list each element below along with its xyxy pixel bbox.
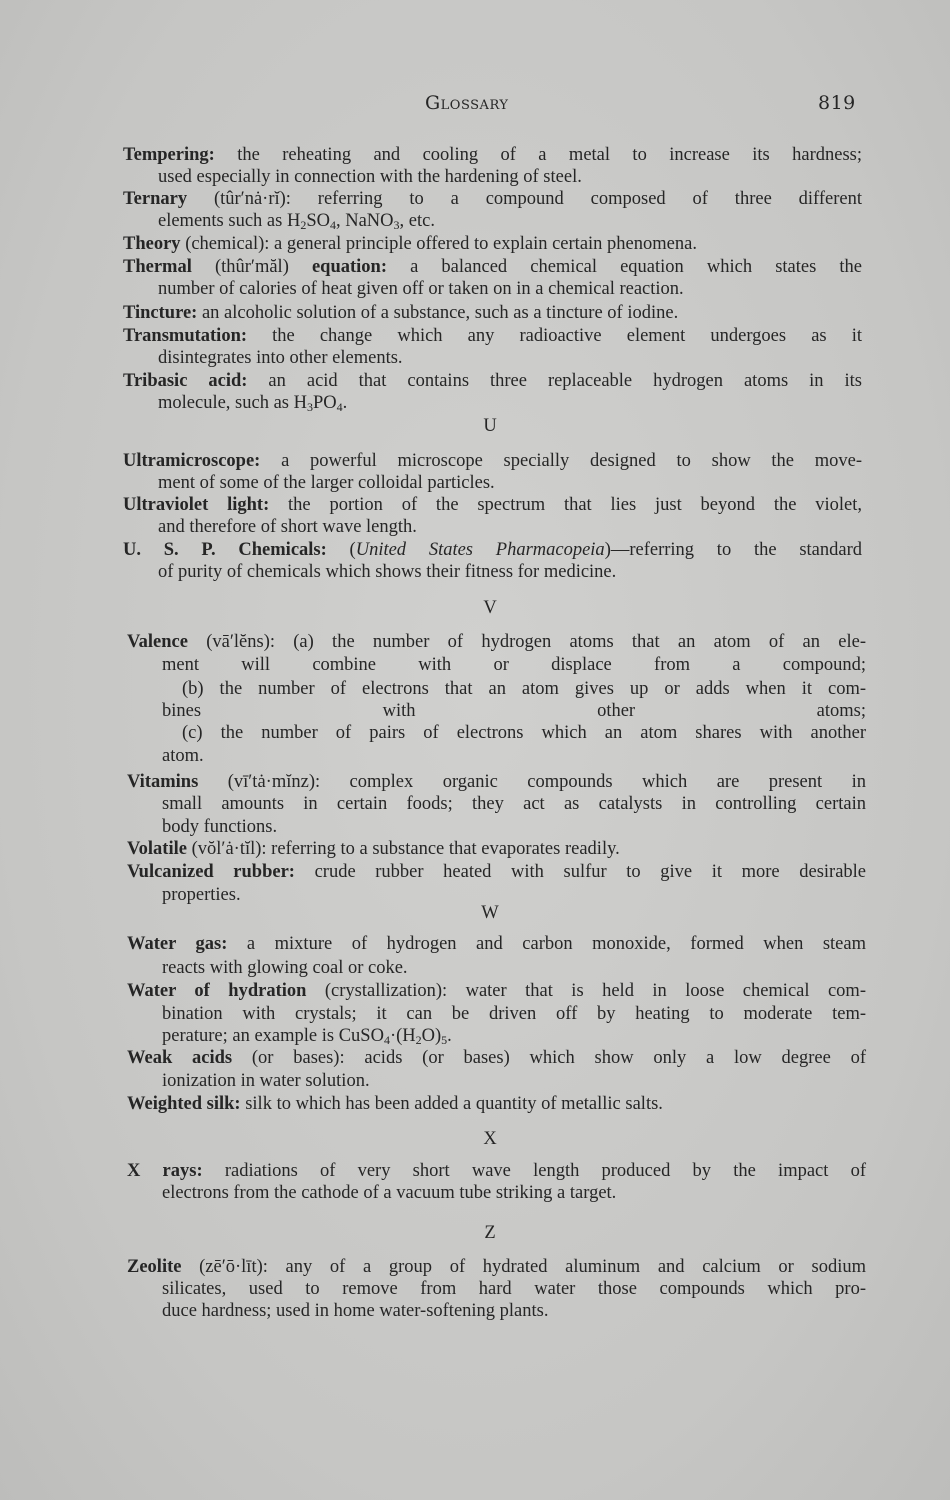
glossary-term: Tincture: — [123, 303, 198, 323]
glossary-term: Transmutation: — [123, 326, 248, 346]
glossary-term: Ternary — [123, 189, 188, 209]
glossary-entry-line: Ultramicroscope: a powerful microscope specially designed to show the move- — [123, 451, 862, 471]
glossary-term: Ultraviolet light: — [123, 495, 270, 515]
glossary-term: Valence — [127, 632, 188, 652]
glossary-term: Water of hydration — [127, 981, 307, 1001]
section-letter: U — [483, 416, 497, 436]
glossary-entry-continuation: molecule, such as $H_3PO_4$. — [158, 393, 348, 414]
page-number: 819 — [818, 92, 856, 114]
glossary-entry-continuation: body functions. — [162, 817, 278, 837]
italic-text: United States Pharmacopeia — [355, 540, 605, 560]
glossary-entry-continuation: properties. — [162, 885, 241, 905]
glossary-entry-line: Theory (chemical): a general principle offered to explain certain phenomena. — [123, 234, 697, 254]
glossary-entry-continuation: (b) the number of electrons that an atom gives up or adds when it com- — [182, 679, 866, 699]
glossary-entry-continuation: elements such as $H_2SO_4$, NaNO$_3$, etc. — [158, 211, 435, 232]
glossary-entry-line: Thermal (thûr′măl) equation: a balanced chemical equation which states the — [123, 257, 862, 277]
glossary-term: Thermal — [123, 257, 192, 277]
section-letter: X — [483, 1129, 497, 1149]
glossary-entry-continuation: used especially in connection with the hardening of steel. — [158, 167, 582, 187]
glossary-entry-continuation: number of calories of heat given off or taken on in a chemical reaction. — [158, 279, 684, 299]
glossary-entry-continuation: of purity of chemicals which shows their fitness for medicine. — [158, 562, 617, 582]
glossary-term: Vitamins — [127, 772, 199, 792]
glossary-entry-continuation: electrons from the cathode of a vacuum tube striking a target. — [162, 1183, 617, 1203]
glossary-entry-line: Valence (vā′lĕns): (a) the number of hydrogen atoms that an atom of an ele- — [127, 632, 866, 652]
glossary-term: Water gas: — [127, 934, 228, 954]
glossary-term: U. S. P. Chemicals: — [123, 540, 327, 560]
glossary-term: Weighted silk: — [127, 1094, 241, 1114]
glossary-entry-line: Water gas: a mixture of hydrogen and carbon monoxide, formed when steam — [127, 934, 866, 954]
glossary-entry-line: Vitamins (vī′tȧ·mĭnz): complex organic compounds which are present in — [127, 772, 866, 792]
glossary-entry-continuation: ment will combine with or displace from a compound; — [162, 655, 866, 675]
glossary-entry-line: U. S. P. Chemicals: (United States Pharmacopeia)—referring to the standard — [123, 540, 862, 560]
glossary-entry-line: Ultraviolet light: the portion of the spectrum that lies just beyond the violet, — [123, 495, 862, 515]
glossary-entry-continuation: reacts with glowing coal or coke. — [162, 958, 408, 978]
subscript: 4 — [336, 400, 343, 414]
running-header-title: Glossary — [425, 92, 509, 114]
glossary-entry-continuation: duce hardness; used in home water-softening plants. — [162, 1301, 549, 1321]
glossary-entry-continuation: small amounts in certain foods; they act as catalysts in controlling certain — [162, 794, 866, 814]
glossary-entry-line: Ternary (tûr′nȧ·rĭ): referring to a compound composed of three different — [123, 189, 862, 209]
glossary-entry-continuation: perature; an example is $CuSO_4\cdot(H_2O)_5$. — [162, 1026, 452, 1047]
glossary-term: Tempering: — [123, 145, 215, 165]
glossary-entry-line: Weighted silk: silk to which has been added a quantity of metallic salts. — [127, 1094, 663, 1114]
glossary-entry-continuation: silicates, used to remove from hard water those compounds which pro- — [162, 1279, 866, 1299]
glossary-entry-line: X rays: radiations of very short wave length produced by the impact of — [127, 1161, 866, 1181]
glossary-term: Zeolite — [127, 1257, 182, 1277]
glossary-term: equation: — [311, 257, 388, 277]
subscript: 3 — [393, 218, 400, 232]
glossary-term: Theory — [123, 234, 181, 254]
section-letter: V — [483, 598, 497, 618]
glossary-entry-line: Zeolite (zē′ō·līt): any of a group of hydrated aluminum and calcium or sodium — [127, 1257, 866, 1277]
subscript: 4 — [329, 218, 336, 232]
glossary-entry-line: Volatile (vŏl′ȧ·tĭl): referring to a substance that evaporates readily. — [127, 839, 620, 859]
subscript: 5 — [441, 1033, 448, 1047]
glossary-entry-line: Tincture: an alcoholic solution of a substance, such as a tincture of iodine. — [123, 303, 679, 323]
glossary-term: Tribasic acid: — [123, 371, 248, 391]
subscript: 2 — [415, 1033, 422, 1047]
glossary-entry-continuation: disintegrates into other elements. — [158, 348, 403, 368]
glossary-entry-continuation: bination with crystals; it can be driven off by heating to moderate tem- — [162, 1004, 866, 1024]
glossary-term: Vulcanized rubber: — [127, 862, 295, 882]
glossary-term: Ultramicroscope: — [123, 451, 261, 471]
glossary-entry-line: Transmutation: the change which any radioactive element undergoes as it — [123, 326, 862, 346]
glossary-term: Volatile — [127, 839, 187, 859]
section-letter: Z — [484, 1223, 496, 1243]
subscript: 4 — [383, 1033, 390, 1047]
glossary-entry-continuation: and therefore of short wave length. — [158, 517, 417, 537]
glossary-entry-continuation: bines with other atoms; — [162, 701, 866, 721]
glossary-entry-line: Water of hydration (crystallization): water that is held in loose chemical com- — [127, 981, 866, 1001]
glossary-term: Weak acids — [127, 1048, 233, 1068]
section-letter: W — [481, 903, 499, 923]
glossary-entry-line: Tempering: the reheating and cooling of a metal to increase its hardness; — [123, 145, 862, 165]
glossary-entry-line: Vulcanized rubber: crude rubber heated with sulfur to give it more desirable — [127, 862, 867, 882]
glossary-entry-continuation: ment of some of the larger colloidal particles. — [158, 473, 495, 493]
subscript: 3 — [307, 400, 313, 414]
glossary-entry-continuation: atom. — [162, 746, 204, 766]
glossary-entry-continuation: (c) the number of pairs of electrons which an atom shares with another — [182, 723, 866, 743]
glossary-entry-continuation: ionization in water solution. — [162, 1071, 370, 1091]
subscript: 2 — [300, 218, 307, 232]
glossary-term: X rays: — [127, 1161, 203, 1181]
glossary-entry-line: Tribasic acid: an acid that contains three replaceable hydrogen atoms in its — [123, 371, 862, 391]
glossary-entry-line: Weak acids (or bases): acids (or bases) which show only a low degree of — [127, 1048, 866, 1068]
